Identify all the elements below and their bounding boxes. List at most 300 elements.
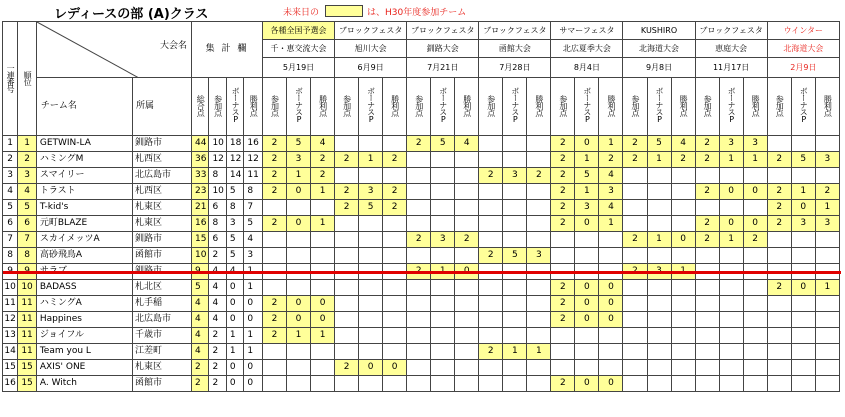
event-5-win-cell: 1 — [599, 136, 623, 152]
event-5-participation-cell: 2 — [551, 376, 575, 392]
participation-cell: 4 — [209, 296, 226, 312]
event-1-win-header: 勝利点 — [311, 78, 335, 136]
rank-cell: 2 — [18, 152, 37, 168]
table-row — [3, 248, 840, 264]
event-1-bonus-cell: 0 — [287, 184, 311, 200]
event-3-participation-cell — [407, 360, 431, 376]
event-6-participation-cell — [623, 216, 647, 232]
event-3-bonus-cell — [431, 248, 455, 264]
event-4-bonus-cell — [503, 360, 527, 376]
event-3-bonus-cell — [431, 280, 455, 296]
event-3-participation-cell: 2 — [407, 136, 431, 152]
city-cell: 北広島市 — [132, 168, 191, 184]
team-name-cell: A. Witch — [36, 376, 132, 392]
event-4-win-cell — [527, 200, 551, 216]
event-3-bonus-cell: 3 — [431, 232, 455, 248]
event-7-bonus-cell — [719, 168, 743, 184]
event-5-bonus-cell: 0 — [575, 136, 599, 152]
event-2-bonus-cell: 1 — [359, 152, 383, 168]
event-5-win-cell — [599, 248, 623, 264]
event-5-win-cell: 0 — [599, 376, 623, 392]
event-4-win-cell — [527, 216, 551, 232]
event-8-win-cell: 2 — [815, 184, 839, 200]
rank-cell: 8 — [18, 248, 37, 264]
event-date-1: 5月19日 — [263, 58, 335, 78]
event-1-participation-cell: 2 — [263, 136, 287, 152]
serial-cell: 7 — [3, 232, 18, 248]
event-5-participation-cell: 2 — [551, 184, 575, 200]
event-8-participation-cell: 2 — [767, 200, 791, 216]
event-6-win-cell — [671, 200, 695, 216]
table-row — [3, 152, 840, 168]
event-3-participation-cell — [407, 280, 431, 296]
event-6-win-cell: 0 — [671, 232, 695, 248]
event-8-bonus-cell: 0 — [791, 280, 815, 296]
total-cell: 15 — [191, 232, 208, 248]
event-2-win-cell: 0 — [383, 360, 407, 376]
event-2-participation-cell — [335, 248, 359, 264]
event-7-win-cell: 1 — [743, 152, 767, 168]
serial-cell: 16 — [3, 376, 18, 392]
event-venue-8: 北海道大会 — [767, 40, 839, 58]
event-3-win-cell — [455, 376, 479, 392]
event-2-bonus-cell — [359, 376, 383, 392]
event-7-bonus-cell — [719, 376, 743, 392]
event-2-win-cell — [383, 296, 407, 312]
event-8-participation-cell — [767, 232, 791, 248]
event-3-win-cell: 2 — [455, 232, 479, 248]
event-3-bonus-cell — [431, 152, 455, 168]
event-8-win-cell — [815, 376, 839, 392]
event-6-bonus-cell — [647, 200, 671, 216]
total-cell: 4 — [191, 296, 208, 312]
team-name-cell: GETWIN-LA — [36, 136, 132, 152]
event-4-participation-cell — [479, 136, 503, 152]
participation-header: 参加点 — [209, 78, 226, 136]
event-5-bonus-cell: 0 — [575, 296, 599, 312]
event-2-win-cell — [383, 328, 407, 344]
serial-cell: 4 — [3, 184, 18, 200]
event-venue-7: 恵庭大会 — [695, 40, 767, 58]
event-7-win-cell — [743, 312, 767, 328]
event-5-win-cell: 4 — [599, 168, 623, 184]
event-4-win-cell: 1 — [527, 344, 551, 360]
event-3-bonus-cell — [431, 312, 455, 328]
event-4-bonus-cell — [503, 152, 527, 168]
event-6-participation-cell — [623, 296, 647, 312]
event-7-win-cell: 3 — [743, 136, 767, 152]
event-2-participation-cell — [335, 376, 359, 392]
event-2-win-cell: 2 — [383, 152, 407, 168]
event-2-participation-cell — [335, 168, 359, 184]
event-5-win-cell: 3 — [599, 184, 623, 200]
event-7-bonus-cell — [719, 312, 743, 328]
event-6-participation-cell — [623, 376, 647, 392]
win-cell: 3 — [244, 248, 263, 264]
bonus-cell: 1 — [226, 344, 243, 360]
event-6-bonus-cell: 1 — [647, 232, 671, 248]
event-6-participation-cell — [623, 200, 647, 216]
event-2-win-cell — [383, 280, 407, 296]
legend-note-before: 未来日の — [283, 8, 320, 18]
event-3-participation-cell — [407, 168, 431, 184]
table-row — [3, 200, 840, 216]
event-1-participation-cell: 2 — [263, 216, 287, 232]
bonus-cell: 0 — [226, 312, 243, 328]
event-1-participation-cell: 2 — [263, 312, 287, 328]
event-1-win-cell: 0 — [311, 312, 335, 328]
event-7-bonus-cell — [719, 344, 743, 360]
city-cell: 札東区 — [132, 216, 191, 232]
event-8-participation-cell: 2 — [767, 184, 791, 200]
event-8-participation-cell: 2 — [767, 216, 791, 232]
event-3-win-cell — [455, 312, 479, 328]
event-6-participation-cell — [623, 248, 647, 264]
rank-cell: 15 — [18, 360, 37, 376]
event-6-win-cell — [671, 248, 695, 264]
event-8-win-cell — [815, 344, 839, 360]
participation-cell: 2 — [209, 360, 226, 376]
event-5-participation-cell — [551, 328, 575, 344]
table-row — [3, 184, 840, 200]
event-2-win-cell — [383, 312, 407, 328]
event-4-win-cell — [527, 136, 551, 152]
event-5-win-header: 勝利点 — [599, 78, 623, 136]
event-7-win-cell: 0 — [743, 184, 767, 200]
event-1-win-cell — [311, 360, 335, 376]
event-4-win-cell — [527, 152, 551, 168]
event-6-bonus-cell — [647, 344, 671, 360]
event-2-bonus-cell — [359, 312, 383, 328]
table-row — [3, 136, 840, 152]
event-7-participation-cell — [695, 248, 719, 264]
event-date-7: 11月17日 — [695, 58, 767, 78]
event-1-bonus-cell — [287, 344, 311, 360]
event-2-participation-cell: 2 — [335, 152, 359, 168]
header-row-events — [3, 22, 840, 40]
win-cell: 11 — [244, 168, 263, 184]
event-7-bonus-cell — [719, 360, 743, 376]
city-cell: 札西区 — [132, 152, 191, 168]
serial-cell: 15 — [3, 360, 18, 376]
event-title-1: 各種全国予選会 — [263, 22, 335, 40]
serial-cell: 14 — [3, 344, 18, 360]
event-3-win-cell — [455, 280, 479, 296]
event-4-participation-cell — [479, 376, 503, 392]
event-venue-3: 釧路大会 — [407, 40, 479, 58]
table-row — [3, 312, 840, 328]
city-cell: 千歳市 — [132, 328, 191, 344]
event-1-bonus-cell: 1 — [287, 328, 311, 344]
event-2-participation-cell — [335, 328, 359, 344]
team-name-cell: BADASS — [36, 280, 132, 296]
event-6-bonus-cell — [647, 376, 671, 392]
win-cell: 1 — [244, 344, 263, 360]
event-8-bonus-cell — [791, 360, 815, 376]
event-2-win-cell — [383, 344, 407, 360]
event-5-bonus-cell: 0 — [575, 376, 599, 392]
event-date-3: 7月21日 — [407, 58, 479, 78]
event-4-participation-header: 参加点 — [479, 78, 503, 136]
event-5-participation-cell: 2 — [551, 136, 575, 152]
event-title-4: ブロックフェスタ — [479, 22, 551, 40]
event-5-bonus-cell: 3 — [575, 200, 599, 216]
event-8-participation-cell: 2 — [767, 152, 791, 168]
total-cell: 2 — [191, 360, 208, 376]
participation-cell: 8 — [209, 168, 226, 184]
event-3-participation-cell — [407, 296, 431, 312]
event-5-win-cell: 4 — [599, 200, 623, 216]
team-name-cell: 元町BLAZE — [36, 216, 132, 232]
event-8-win-cell — [815, 232, 839, 248]
participation-cell: 10 — [209, 136, 226, 152]
event-2-win-cell — [383, 376, 407, 392]
event-6-bonus-cell — [647, 216, 671, 232]
event-1-bonus-cell: 3 — [287, 152, 311, 168]
event-5-participation-cell — [551, 344, 575, 360]
bonus-cell: 18 — [226, 136, 243, 152]
participation-cell: 4 — [209, 312, 226, 328]
event-3-participation-cell — [407, 344, 431, 360]
event-7-participation-cell: 2 — [695, 184, 719, 200]
event-2-bonus-cell: 5 — [359, 200, 383, 216]
event-8-participation-cell — [767, 328, 791, 344]
serial-cell: 13 — [3, 328, 18, 344]
event-8-bonus-cell — [791, 312, 815, 328]
event-8-bonus-cell — [791, 344, 815, 360]
event-7-bonus-cell: 0 — [719, 216, 743, 232]
city-cell: 江差町 — [132, 344, 191, 360]
event-6-participation-cell — [623, 280, 647, 296]
event-1-win-cell: 0 — [311, 296, 335, 312]
participation-cell: 8 — [209, 216, 226, 232]
bonus-cell: 0 — [226, 280, 243, 296]
event-4-participation-cell — [479, 296, 503, 312]
rank-cell: 6 — [18, 216, 37, 232]
event-4-bonus-header: ボーナスP — [503, 78, 527, 136]
event-4-bonus-cell — [503, 296, 527, 312]
event-6-win-cell: 2 — [671, 152, 695, 168]
event-7-bonus-cell — [719, 248, 743, 264]
total-cell: 2 — [191, 376, 208, 392]
bonus-cell: 0 — [226, 296, 243, 312]
event-7-bonus-cell: 3 — [719, 136, 743, 152]
event-3-participation-cell: 2 — [407, 232, 431, 248]
table-row — [3, 296, 840, 312]
event-8-bonus-cell: 3 — [791, 216, 815, 232]
event-6-bonus-cell — [647, 280, 671, 296]
event-4-bonus-cell — [503, 312, 527, 328]
event-2-participation-cell — [335, 344, 359, 360]
event-3-bonus-cell — [431, 200, 455, 216]
event-2-bonus-cell — [359, 216, 383, 232]
event-7-win-cell — [743, 248, 767, 264]
event-4-win-cell — [527, 328, 551, 344]
bonus-cell: 8 — [226, 200, 243, 216]
team-name-cell: スカイメッツA — [36, 232, 132, 248]
event-8-bonus-cell — [791, 248, 815, 264]
table-row — [3, 360, 840, 376]
event-1-participation-header: 参加点 — [263, 78, 287, 136]
rank-cell: 4 — [18, 184, 37, 200]
event-7-win-cell: 2 — [743, 232, 767, 248]
event-6-participation-cell — [623, 344, 647, 360]
event-6-bonus-cell — [647, 248, 671, 264]
rank-cell: 1 — [18, 136, 37, 152]
event-1-participation-cell: 2 — [263, 152, 287, 168]
serial-cell: 1 — [3, 136, 18, 152]
total-cell: 5 — [191, 280, 208, 296]
event-1-participation-cell — [263, 232, 287, 248]
event-8-win-cell — [815, 168, 839, 184]
event-7-participation-cell — [695, 328, 719, 344]
event-1-win-cell: 1 — [311, 328, 335, 344]
event-6-bonus-cell — [647, 168, 671, 184]
bonus-cell: 5 — [226, 184, 243, 200]
serial-cell: 8 — [3, 248, 18, 264]
event-2-win-cell: 2 — [383, 200, 407, 216]
event-6-participation-cell — [623, 328, 647, 344]
participation-cell: 2 — [209, 344, 226, 360]
event-6-win-cell — [671, 216, 695, 232]
header-row-columns — [3, 78, 840, 136]
participation-cell: 4 — [209, 280, 226, 296]
event-1-win-cell: 1 — [311, 184, 335, 200]
event-7-bonus-cell — [719, 280, 743, 296]
bonus-cell: 5 — [226, 232, 243, 248]
serial-header: 一連番号 — [3, 22, 18, 136]
event-4-win-header: 勝利点 — [527, 78, 551, 136]
event-5-participation-cell: 2 — [551, 168, 575, 184]
event-3-participation-cell — [407, 200, 431, 216]
participation-cell: 2 — [209, 328, 226, 344]
event-4-bonus-cell — [503, 184, 527, 200]
diagonal-header — [36, 22, 191, 78]
event-3-win-cell — [455, 360, 479, 376]
city-cell: 札西区 — [132, 184, 191, 200]
event-venue-1: 千・恵交流大会 — [263, 40, 335, 58]
event-6-bonus-cell: 5 — [647, 136, 671, 152]
event-4-win-cell: 2 — [527, 168, 551, 184]
event-6-win-cell — [671, 344, 695, 360]
event-date-6: 9月8日 — [623, 58, 695, 78]
bonus-header: ボーナスP — [226, 78, 243, 136]
total-cell: 21 — [191, 200, 208, 216]
event-5-participation-cell: 2 — [551, 296, 575, 312]
event-4-win-cell — [527, 232, 551, 248]
win-cell: 0 — [244, 376, 263, 392]
event-8-participation-cell — [767, 376, 791, 392]
event-7-participation-cell: 2 — [695, 136, 719, 152]
bonus-cell: 14 — [226, 168, 243, 184]
event-5-bonus-header: ボーナスP — [575, 78, 599, 136]
event-5-participation-cell: 2 — [551, 280, 575, 296]
win-cell: 1 — [244, 280, 263, 296]
city-cell: 札手稲 — [132, 296, 191, 312]
event-7-bonus-cell: 0 — [719, 184, 743, 200]
event-1-bonus-cell: 0 — [287, 216, 311, 232]
event-8-bonus-cell: 0 — [791, 200, 815, 216]
event-5-win-cell — [599, 360, 623, 376]
event-2-bonus-cell — [359, 232, 383, 248]
event-2-win-cell — [383, 168, 407, 184]
event-4-bonus-cell — [503, 200, 527, 216]
team-name-cell: ハミングA — [36, 296, 132, 312]
event-7-participation-cell — [695, 312, 719, 328]
event-6-win-cell — [671, 312, 695, 328]
event-1-participation-cell: 2 — [263, 328, 287, 344]
bonus-cell: 0 — [226, 376, 243, 392]
event-1-win-cell: 1 — [311, 216, 335, 232]
event-5-participation-cell: 2 — [551, 312, 575, 328]
event-title-8: ウインター — [767, 22, 839, 40]
event-3-participation-header: 参加点 — [407, 78, 431, 136]
event-2-bonus-header: ボーナスP — [359, 78, 383, 136]
event-7-bonus-header: ボーナスP — [719, 78, 743, 136]
event-4-bonus-cell: 3 — [503, 168, 527, 184]
event-4-participation-cell — [479, 312, 503, 328]
event-date-8: 2月9日 — [767, 58, 839, 78]
total-cell: 4 — [191, 328, 208, 344]
win-cell: 12 — [244, 152, 263, 168]
event-5-win-cell: 0 — [599, 312, 623, 328]
event-6-participation-cell — [623, 360, 647, 376]
event-4-bonus-cell — [503, 328, 527, 344]
participation-cell: 6 — [209, 200, 226, 216]
event-1-participation-cell — [263, 376, 287, 392]
event-5-participation-cell — [551, 360, 575, 376]
bonus-cell: 12 — [226, 152, 243, 168]
event-5-bonus-cell: 5 — [575, 168, 599, 184]
event-4-bonus-cell — [503, 232, 527, 248]
event-1-win-cell — [311, 344, 335, 360]
serial-cell: 11 — [3, 296, 18, 312]
rank-cell: 10 — [18, 280, 37, 296]
event-5-bonus-cell: 1 — [575, 152, 599, 168]
event-1-participation-cell — [263, 200, 287, 216]
event-3-win-cell: 4 — [455, 136, 479, 152]
event-5-bonus-cell — [575, 344, 599, 360]
event-8-participation-cell — [767, 168, 791, 184]
event-6-participation-cell — [623, 168, 647, 184]
rank-cell: 11 — [18, 328, 37, 344]
event-1-bonus-cell — [287, 376, 311, 392]
event-7-win-cell — [743, 344, 767, 360]
diagonal-line — [37, 22, 179, 78]
event-6-bonus-cell — [647, 328, 671, 344]
city-cell: 札東区 — [132, 200, 191, 216]
event-4-participation-cell: 2 — [479, 344, 503, 360]
event-5-participation-header: 参加点 — [551, 78, 575, 136]
event-5-participation-cell — [551, 248, 575, 264]
event-venue-6: 北海道大会 — [623, 40, 695, 58]
event-6-participation-cell: 2 — [623, 152, 647, 168]
event-7-participation-cell — [695, 168, 719, 184]
event-2-participation-cell: 2 — [335, 184, 359, 200]
win-header: 勝利点 — [244, 78, 263, 136]
event-6-win-cell — [671, 328, 695, 344]
event-7-participation-cell — [695, 360, 719, 376]
event-8-win-cell: 3 — [815, 152, 839, 168]
event-6-bonus-cell — [647, 360, 671, 376]
event-5-participation-cell: 2 — [551, 216, 575, 232]
total-cell: 23 — [191, 184, 208, 200]
event-3-bonus-cell — [431, 296, 455, 312]
bonus-cell: 0 — [226, 360, 243, 376]
event-title-6: KUSHIRO — [623, 22, 695, 40]
event-4-participation-cell — [479, 280, 503, 296]
event-4-participation-cell: 2 — [479, 168, 503, 184]
